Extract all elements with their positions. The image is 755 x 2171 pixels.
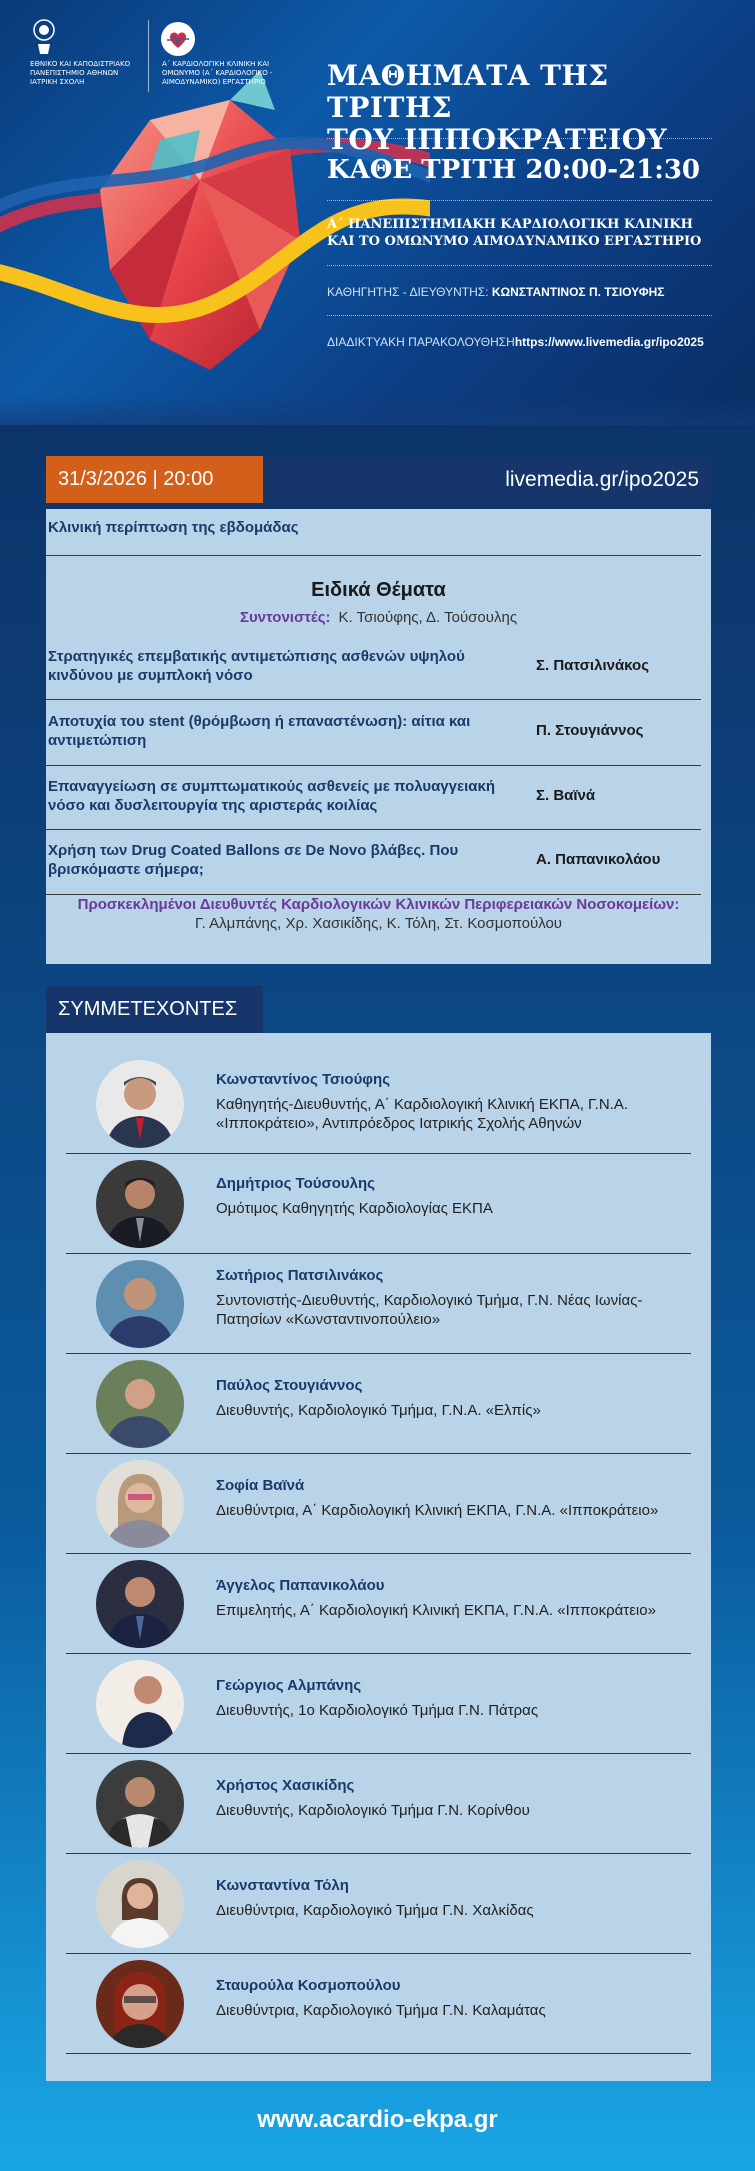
invited-directors xyxy=(46,895,711,933)
avatar xyxy=(96,1460,184,1548)
talk-title: Επαναγγείωση σε συμπτωματικούς ασθενείς με πολυαγγειακή νόσο και δυσλειτουργία της αριστεράς κοιλίας xyxy=(48,778,496,814)
divider xyxy=(46,765,701,766)
avatar xyxy=(96,1260,184,1348)
online-url-link[interactable]: https://www.livemedia.gr/ipo2025 xyxy=(514,335,704,349)
divider xyxy=(46,699,701,700)
divider xyxy=(327,315,712,316)
university-emblem-icon xyxy=(30,18,58,56)
participant-name: Δημήτριος Τούσουλης xyxy=(216,1175,375,1192)
divider xyxy=(46,829,701,830)
clinic-line-1: Α΄ ΠΑΝΕΠΙΣΤΗΜΙΑΚΗ ΚΑΡΔΙΟΛΟΓΙΚΗ ΚΛΙΝΙΚΗ xyxy=(327,217,693,232)
divider xyxy=(327,138,712,139)
avatar xyxy=(96,1060,184,1148)
header-banner xyxy=(0,0,755,425)
director xyxy=(327,285,737,299)
participant-name: Σωτήριος Πατσιλινάκος xyxy=(216,1267,384,1284)
avatar xyxy=(96,1160,184,1248)
participant-row xyxy=(66,1953,691,2054)
talk-speaker: Α. Παπανικολάου xyxy=(536,851,661,868)
participant-row xyxy=(66,1653,691,1754)
online-viewing xyxy=(327,335,747,349)
director-name: ΚΩΝΣΤΑΝΤΙΝΟΣ Π. ΤΣΙΟΥΦΗΣ xyxy=(491,285,665,299)
participant-row xyxy=(66,1353,691,1454)
participant-role: Διευθύντρια, Καρδιολογικό Τμήμα Γ.Ν. Χαλκίδας xyxy=(216,1902,534,1919)
participant-role: Διευθύντρια, Καρδιολογικό Τμήμα Γ.Ν. Καλαμάτας xyxy=(216,2002,546,2019)
program-box xyxy=(46,509,711,964)
logo-separator xyxy=(148,20,149,92)
clinic-logo-icon xyxy=(161,22,195,56)
avatar xyxy=(96,1760,184,1848)
invited-label: Προσκεκλημένοι Διευθυντές Καρδιολογικών Κλινικών Περιφερειακών Νοσοκομείων: xyxy=(77,896,680,913)
participant-row xyxy=(66,1553,691,1654)
participant-role: Διευθυντής, 1ο Καρδιολογικό Τμήμα Γ.Ν. Πάτρας xyxy=(216,1702,539,1719)
participant-row xyxy=(66,1153,691,1254)
university-name: ΕΘΝΙΚΟ ΚΑΙ ΚΑΠΟΔΙΣΤΡΙΑΚΟ ΠΑΝΕΠΙΣΤΗΜΙΟ ΑΘΗΝΩΝ ΙΑΤΡΙΚΗ ΣΧΟΛΗ xyxy=(30,60,131,86)
header-bottom-band xyxy=(0,395,755,425)
talk-speaker: Σ. Βαϊνά xyxy=(536,787,596,804)
divider xyxy=(46,555,701,556)
talk-title: Στρατηγικές επεμβατικής αντιμετώπισης ασθενών υψηλού κινδύνου με συμπλοκή νόσο xyxy=(48,648,465,684)
participant-name: Σοφία Βαϊνά xyxy=(216,1477,305,1494)
avatar xyxy=(96,1560,184,1648)
participant-row xyxy=(66,1253,691,1354)
special-topics-heading: Ειδικά Θέματα xyxy=(311,579,446,601)
title-line-2: ΤΟΥ ΙΠΠΟΚΡΑΤΕΙΟΥ xyxy=(327,123,668,156)
participant-role: Διευθυντής, Καρδιολογικό Τμήμα Γ.Ν. Κορίνθου xyxy=(216,1802,530,1819)
participant-role: Συντονιστής-Διευθυντής, Καρδιολογικό Τμήμα, Γ.Ν. Νέας Ιωνίας-Πατησίων «Κωνσταντινοπούλειο» xyxy=(216,1292,643,1328)
avatar xyxy=(96,1960,184,2048)
avatar xyxy=(96,1860,184,1948)
participant-name: Σταυρούλα Κοσμοπούλου xyxy=(216,1977,401,1994)
page-title xyxy=(327,60,727,156)
participant-row xyxy=(66,1453,691,1554)
divider xyxy=(327,200,712,201)
talk-speaker: Π. Στουγιάννος xyxy=(536,722,644,739)
event-url-link[interactable]: livemedia.gr/ipo2025 xyxy=(505,468,699,491)
talk-title: Αποτυχία του stent (θρόμβωση ή επαναστένωση): αίτια και αντιμετώπιση xyxy=(48,713,471,749)
participant-row xyxy=(66,1753,691,1854)
case-of-week: Κλινική περίπτωση της εβδομάδας xyxy=(48,519,299,536)
coordinators-names: Κ. Τσιούφης, Δ. Τούσουλης xyxy=(338,609,518,626)
clinic-name: Α΄ ΚΑΡΔΙΟΛΟΓΙΚΗ ΚΛΙΝΙΚΗ ΚΑΙ ΟΜΩΝΥΜΟ (Α΄ ΚΑΡΔΙΟΛΟΓΙΚΟ - ΑΙΜΟΔΥΝΑΜΙΚΟ) ΕΡΓΑΣΤΗΡΙΟ xyxy=(162,60,273,86)
participant-role: Καθηγητής-Διευθυντής, Α΄ Καρδιολογική Κλινική ΕΚΠΑ, Γ.Ν.Α. «Ιπποκράτειο», Αντιπρόεδρος Ιατρικής Σχολής Αθηνών xyxy=(216,1096,629,1132)
invited-names: Γ. Αλμπάνης, Χρ. Χασικίδης, Κ. Τόλη, Στ. Κοσμοπούλου xyxy=(194,915,563,932)
clinic-line-2: ΚΑΙ ΤΟ ΟΜΩΝΥΜΟ ΑΙΜΟΔΥΝΑΜΙΚΟ ΕΡΓΑΣΤΗΡΙΟ xyxy=(327,234,702,249)
participant-row xyxy=(66,1853,691,1954)
participant-name: Παύλος Στουγιάννος xyxy=(216,1377,363,1394)
participant-name: Κωνσταντίνος Τσιούφης xyxy=(216,1071,391,1088)
participants-heading: ΣΥΜΜΕΤΕΧΟΝΤΕΣ xyxy=(46,986,263,1033)
event-bar xyxy=(46,456,711,503)
participant-role: Διευθύντρια, Α΄ Καρδιολογική Κλινική ΕΚΠΑ, Γ.Ν.Α. «Ιπποκράτειο» xyxy=(216,1502,659,1519)
participant-row xyxy=(66,1053,691,1154)
talk-speaker: Σ. Πατσιλινάκος xyxy=(536,657,649,674)
participant-name: Γεώργιος Αλμπάνης xyxy=(216,1677,362,1694)
footer-website-link[interactable]: www.acardio-ekpa.gr xyxy=(257,2106,498,2133)
participant-role: Ομότιμος Καθηγητής Καρδιολογίας ΕΚΠΑ xyxy=(216,1200,493,1217)
clinic-description xyxy=(327,216,727,250)
avatar xyxy=(96,1360,184,1448)
online-label: ΔΙΑΔΙΚΤΥΑΚΗ ΠΑΡΑΚΟΛΟΥΘΗΣΗ xyxy=(327,335,515,349)
participant-name: Χρήστος Χασικίδης xyxy=(216,1777,355,1794)
participant-name: Κωνσταντίνα Τόλη xyxy=(216,1877,349,1894)
divider xyxy=(327,265,712,266)
logos xyxy=(30,18,290,98)
director-label: ΚΑΘΗΓΗΤΗΣ - ΔΙΕΥΘΥΝΤΗΣ: xyxy=(327,285,489,299)
coordinators xyxy=(46,609,711,626)
coordinators-label: Συντονιστές: xyxy=(239,609,331,626)
talk-title: Χρήση των Drug Coated Ballons σε De Novo βλάβες. Που βρισκόμαστε σήμερα; xyxy=(48,842,459,878)
participant-name: Άγγελος Παπανικολάου xyxy=(216,1577,385,1594)
participant-role: Επιμελητής, Α΄ Καρδιολογική Κλινική ΕΚΠΑ, Γ.Ν.Α. «Ιπποκράτειο» xyxy=(216,1602,656,1619)
participants-box xyxy=(46,1033,711,2081)
participant-role: Διευθυντής, Καρδιολογικό Τμήμα, Γ.Ν.Α. «Ελπίς» xyxy=(216,1402,541,1419)
schedule: ΚΑΘΕ ΤΡΙΤΗ 20:00-21:30 xyxy=(327,155,701,185)
avatar xyxy=(96,1660,184,1748)
event-date: 31/3/2026 | 20:00 xyxy=(46,456,263,503)
title-line-1: ΜΑΘΗΜΑΤΑ ΤΗΣ ΤΡΙΤΗΣ xyxy=(327,59,609,124)
